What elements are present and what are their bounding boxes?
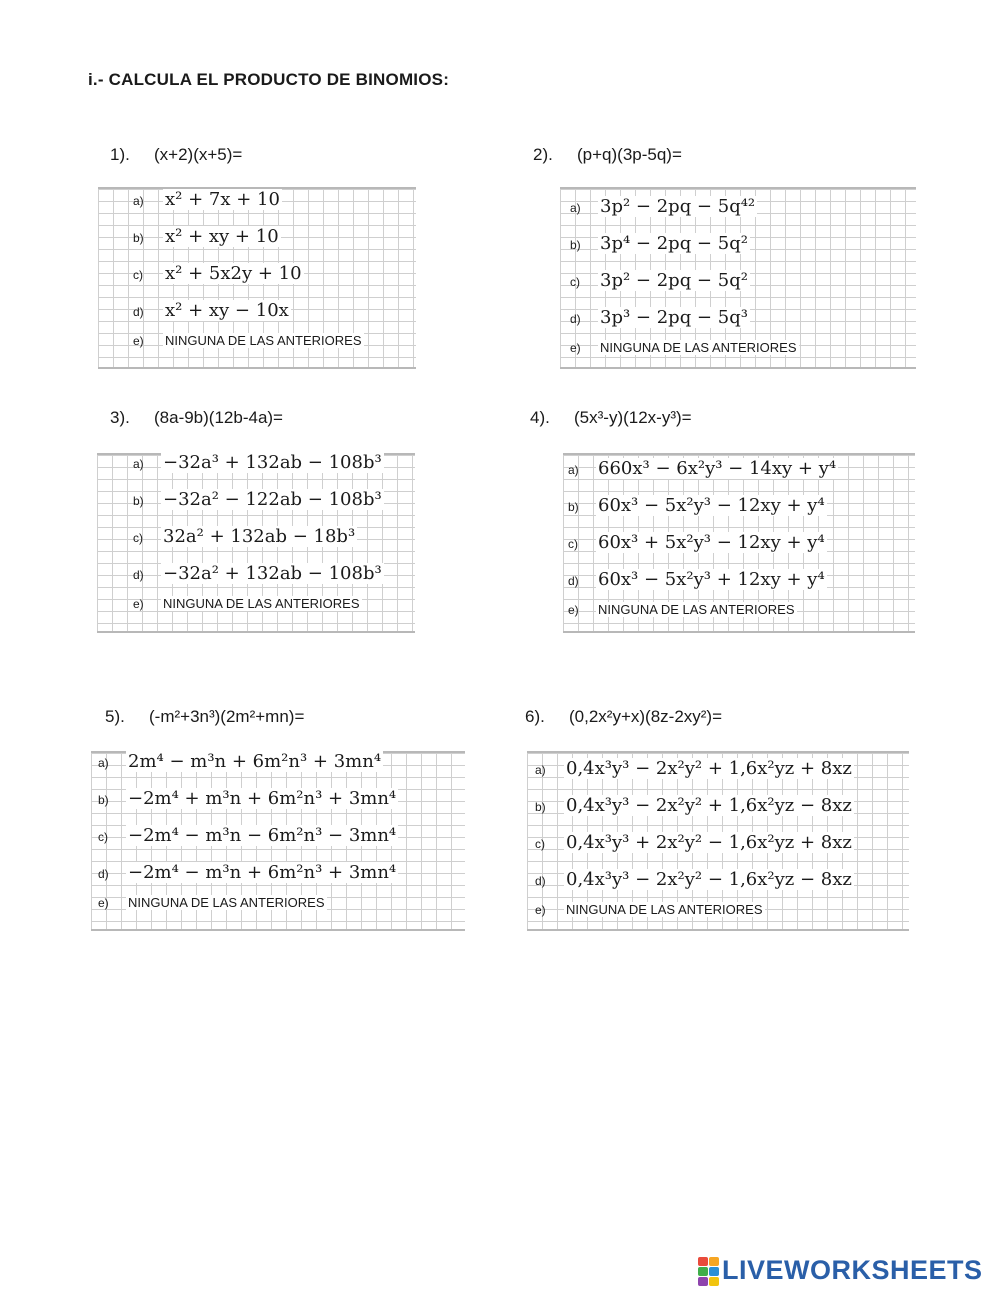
- option-text: 60x³ + 5x²y³ − 12xy + y⁴: [598, 532, 825, 553]
- option-letter: a): [570, 201, 581, 215]
- option-text: 60x³ − 5x²y³ − 12xy + y⁴: [598, 495, 825, 516]
- question-expression: (x+2)(x+5)=: [154, 145, 243, 164]
- option-letter: c): [98, 830, 108, 844]
- page-title: i.- CALCULA EL PRODUCTO DE BINOMIOS:: [88, 70, 450, 89]
- option-letter: c): [133, 268, 143, 282]
- answer-option[interactable]: [133, 263, 304, 284]
- option-letter: c): [535, 837, 545, 851]
- option-text: 60x³ − 5x²y³ + 12xy + y⁴: [598, 569, 825, 590]
- question-number: 2).: [533, 145, 553, 164]
- question-number: 5).: [105, 707, 125, 726]
- option-letter: a): [98, 756, 109, 770]
- option-text: NINGUNA DE LAS ANTERIORES: [600, 340, 797, 355]
- question-expression: (5x³-y)(12x-y³)=: [574, 408, 692, 427]
- option-text: NINGUNA DE LAS ANTERIORES: [128, 895, 325, 910]
- question-number: 1).: [110, 145, 130, 164]
- answer-option[interactable]: [535, 758, 854, 779]
- option-letter: d): [133, 305, 144, 319]
- option-text: 3p² − 2pq − 5q²: [600, 270, 748, 291]
- question-expression: (8a-9b)(12b-4a)=: [154, 408, 283, 427]
- option-letter: b): [535, 800, 546, 814]
- option-text: 0,4x³y³ + 2x²y² − 1,6x²yz + 8xz: [566, 832, 852, 853]
- option-text: 0,4x³y³ − 2x²y² − 1,6x²yz − 8xz: [566, 869, 852, 890]
- option-letter: d): [570, 312, 581, 326]
- option-letter: a): [133, 194, 144, 208]
- answer-option[interactable]: [133, 300, 291, 321]
- answer-option[interactable]: [535, 832, 854, 853]
- option-text: −32a² − 122ab − 108b³: [163, 489, 382, 510]
- option-text: −2m⁴ − m³n − 6m²n³ − 3mn⁴: [128, 825, 397, 846]
- option-letter: e): [133, 597, 144, 611]
- question-number: 6).: [525, 707, 545, 726]
- option-letter: b): [133, 494, 144, 508]
- option-letter: e): [133, 334, 144, 348]
- option-letter: e): [98, 896, 109, 910]
- option-letter: e): [568, 603, 579, 617]
- answer-option[interactable]: [570, 233, 750, 254]
- answer-option[interactable]: [535, 795, 854, 816]
- question-number: 3).: [110, 408, 130, 427]
- option-text: x² + xy − 10x: [165, 300, 289, 321]
- option-text: 2m⁴ − m³n + 6m²n³ + 3mn⁴: [128, 751, 382, 772]
- question-heading: [525, 707, 722, 727]
- brand-footer: [698, 1255, 983, 1286]
- answer-option[interactable]: [98, 788, 398, 809]
- answer-option[interactable]: [535, 869, 854, 890]
- answer-option[interactable]: [98, 862, 398, 883]
- answer-option[interactable]: [133, 452, 384, 473]
- option-text: 3p² − 2pq − 5q⁴²: [600, 196, 756, 217]
- option-text: −2m⁴ + m³n + 6m²n³ + 3mn⁴: [128, 788, 397, 809]
- option-text: 32a² + 132ab − 18b³: [163, 526, 356, 547]
- answer-option[interactable]: [568, 458, 838, 479]
- question-heading: [105, 707, 304, 727]
- option-letter: c): [133, 531, 143, 545]
- option-letter: e): [535, 903, 546, 917]
- liveworksheets-logo-icon: [698, 1257, 718, 1285]
- option-text: 3p⁴ − 2pq − 5q²: [600, 233, 748, 254]
- option-letter: a): [133, 457, 144, 471]
- option-text: x² + 5x2y + 10: [165, 263, 302, 284]
- option-text: NINGUNA DE LAS ANTERIORES: [566, 902, 763, 917]
- option-letter: b): [133, 231, 144, 245]
- answer-option[interactable]: [133, 226, 281, 247]
- question-expression: (p+q)(3p-5q)=: [577, 145, 682, 164]
- option-text: −2m⁴ − m³n + 6m²n³ + 3mn⁴: [128, 862, 397, 883]
- answer-option[interactable]: [570, 340, 799, 355]
- option-letter: e): [570, 341, 581, 355]
- option-text: x² + 7x + 10: [165, 189, 280, 210]
- option-text: 0,4x³y³ − 2x²y² + 1,6x²yz − 8xz: [566, 795, 852, 816]
- option-letter: d): [568, 574, 579, 588]
- answer-option[interactable]: [570, 307, 750, 328]
- option-text: NINGUNA DE LAS ANTERIORES: [165, 333, 362, 348]
- question-number: 4).: [530, 408, 550, 427]
- answer-option[interactable]: [570, 270, 750, 291]
- option-letter: b): [98, 793, 109, 807]
- answer-option[interactable]: [568, 569, 827, 590]
- answer-option[interactable]: [133, 596, 362, 611]
- option-letter: d): [98, 867, 109, 881]
- answer-option[interactable]: [570, 196, 757, 217]
- question-heading: [530, 408, 692, 428]
- option-letter: c): [568, 537, 578, 551]
- option-letter: b): [568, 500, 579, 514]
- answer-option[interactable]: [133, 333, 364, 348]
- option-text: −32a² + 132ab − 108b³: [163, 563, 382, 584]
- question-expression: (-m²+3n³)(2m²+mn)=: [149, 707, 305, 726]
- option-text: −32a³ + 132ab − 108b³: [163, 452, 382, 473]
- option-letter: d): [133, 568, 144, 582]
- answer-option[interactable]: [98, 825, 398, 846]
- option-text: NINGUNA DE LAS ANTERIORES: [598, 602, 795, 617]
- option-letter: c): [570, 275, 580, 289]
- answer-option[interactable]: [568, 495, 827, 516]
- answer-option[interactable]: [535, 902, 765, 917]
- option-text: 0,4x³y³ − 2x²y² + 1,6x²yz + 8xz: [566, 758, 852, 779]
- question-expression: (0,2x²y+x)(8z-2xy²)=: [569, 707, 723, 726]
- answer-option[interactable]: [568, 532, 827, 553]
- option-letter: b): [570, 238, 581, 252]
- brand-name: LIVEWORKSHEETS: [722, 1255, 983, 1285]
- question-heading: [533, 145, 682, 165]
- option-text: x² + xy + 10: [165, 226, 279, 247]
- answer-option[interactable]: [133, 526, 357, 547]
- option-letter: d): [535, 874, 546, 888]
- answer-option[interactable]: [98, 895, 327, 910]
- answer-option[interactable]: [98, 751, 383, 772]
- question-heading: [110, 408, 283, 428]
- option-letter: a): [535, 763, 546, 777]
- answer-option[interactable]: [568, 602, 797, 617]
- question-heading: [110, 145, 242, 165]
- option-text: NINGUNA DE LAS ANTERIORES: [163, 596, 360, 611]
- answer-option[interactable]: [133, 189, 282, 210]
- option-text: 3p³ − 2pq − 5q³: [600, 307, 748, 328]
- option-text: 660x³ − 6x²y³ − 14xy + y⁴: [598, 458, 837, 479]
- answer-option[interactable]: [133, 489, 384, 510]
- answer-option[interactable]: [133, 563, 384, 584]
- option-letter: a): [568, 463, 579, 477]
